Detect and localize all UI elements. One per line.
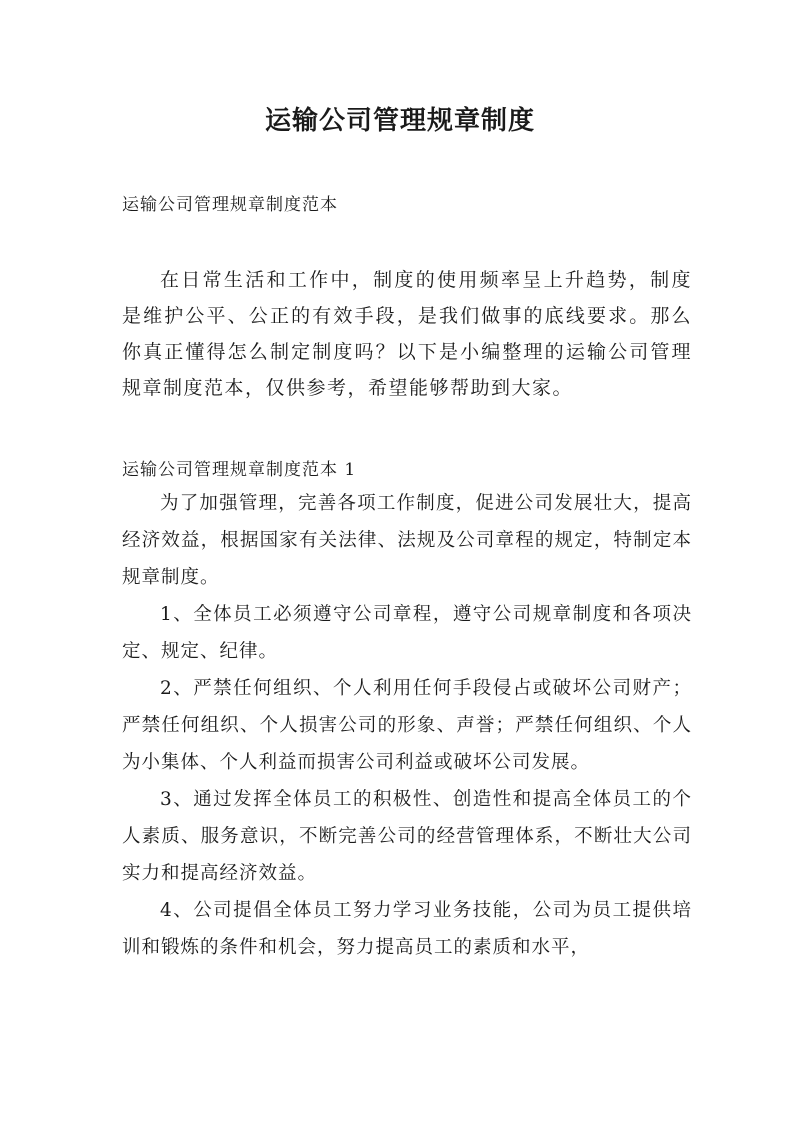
- document-title: 运输公司管理规章制度: [264, 106, 535, 136]
- section-body: [122, 485, 692, 966]
- body-paragraph-item-4: 4、公司提倡全体员工努力学习业务技能，公司为员工提供培训和锻炼的条件和机会，努力提高员工的素质和水平，: [122, 900, 692, 958]
- body-paragraph-item-3: 3、通过发挥全体员工的积极性、创造性和提高全体员工的个人素质、服务意识，不断完善公司的经营管理体系，不断壮大公司实力和提高经济效益。: [122, 789, 692, 884]
- body-paragraph-item-1: 1、全体员工必须遵守公司章程，遵守公司规章制度和各项决定、规定、纪律。: [122, 604, 692, 662]
- intro-paragraph: 在日常生活和工作中，制度的使用频率呈上升趋势，制度是维护公平、公正的有效手段，是我们做事的底线要求。那么你真正懂得怎么制定制度吗？以下是小编整理的运输公司管理规章制度范本，仅供参考，希望能够帮助到大家。: [122, 269, 692, 399]
- body-paragraph-item-2: 2、严禁任何组织、个人利用任何手段侵占或破坏公司财产；严禁任何组织、个人损害公司的形象、声誉；严禁任何组织、个人为小集体、个人利益而损害公司利益或破坏公司发展。: [122, 678, 692, 773]
- body-paragraph-preamble: 为了加强管理，完善各项工作制度，促进公司发展壮大，提高经济效益，根据国家有关法律、法规及公司章程的规定，特制定本规章制度。: [122, 493, 692, 588]
- document-subtitle: 运输公司管理规章制度范本: [122, 195, 338, 215]
- section-heading: 运输公司管理规章制度范本 1: [122, 460, 357, 480]
